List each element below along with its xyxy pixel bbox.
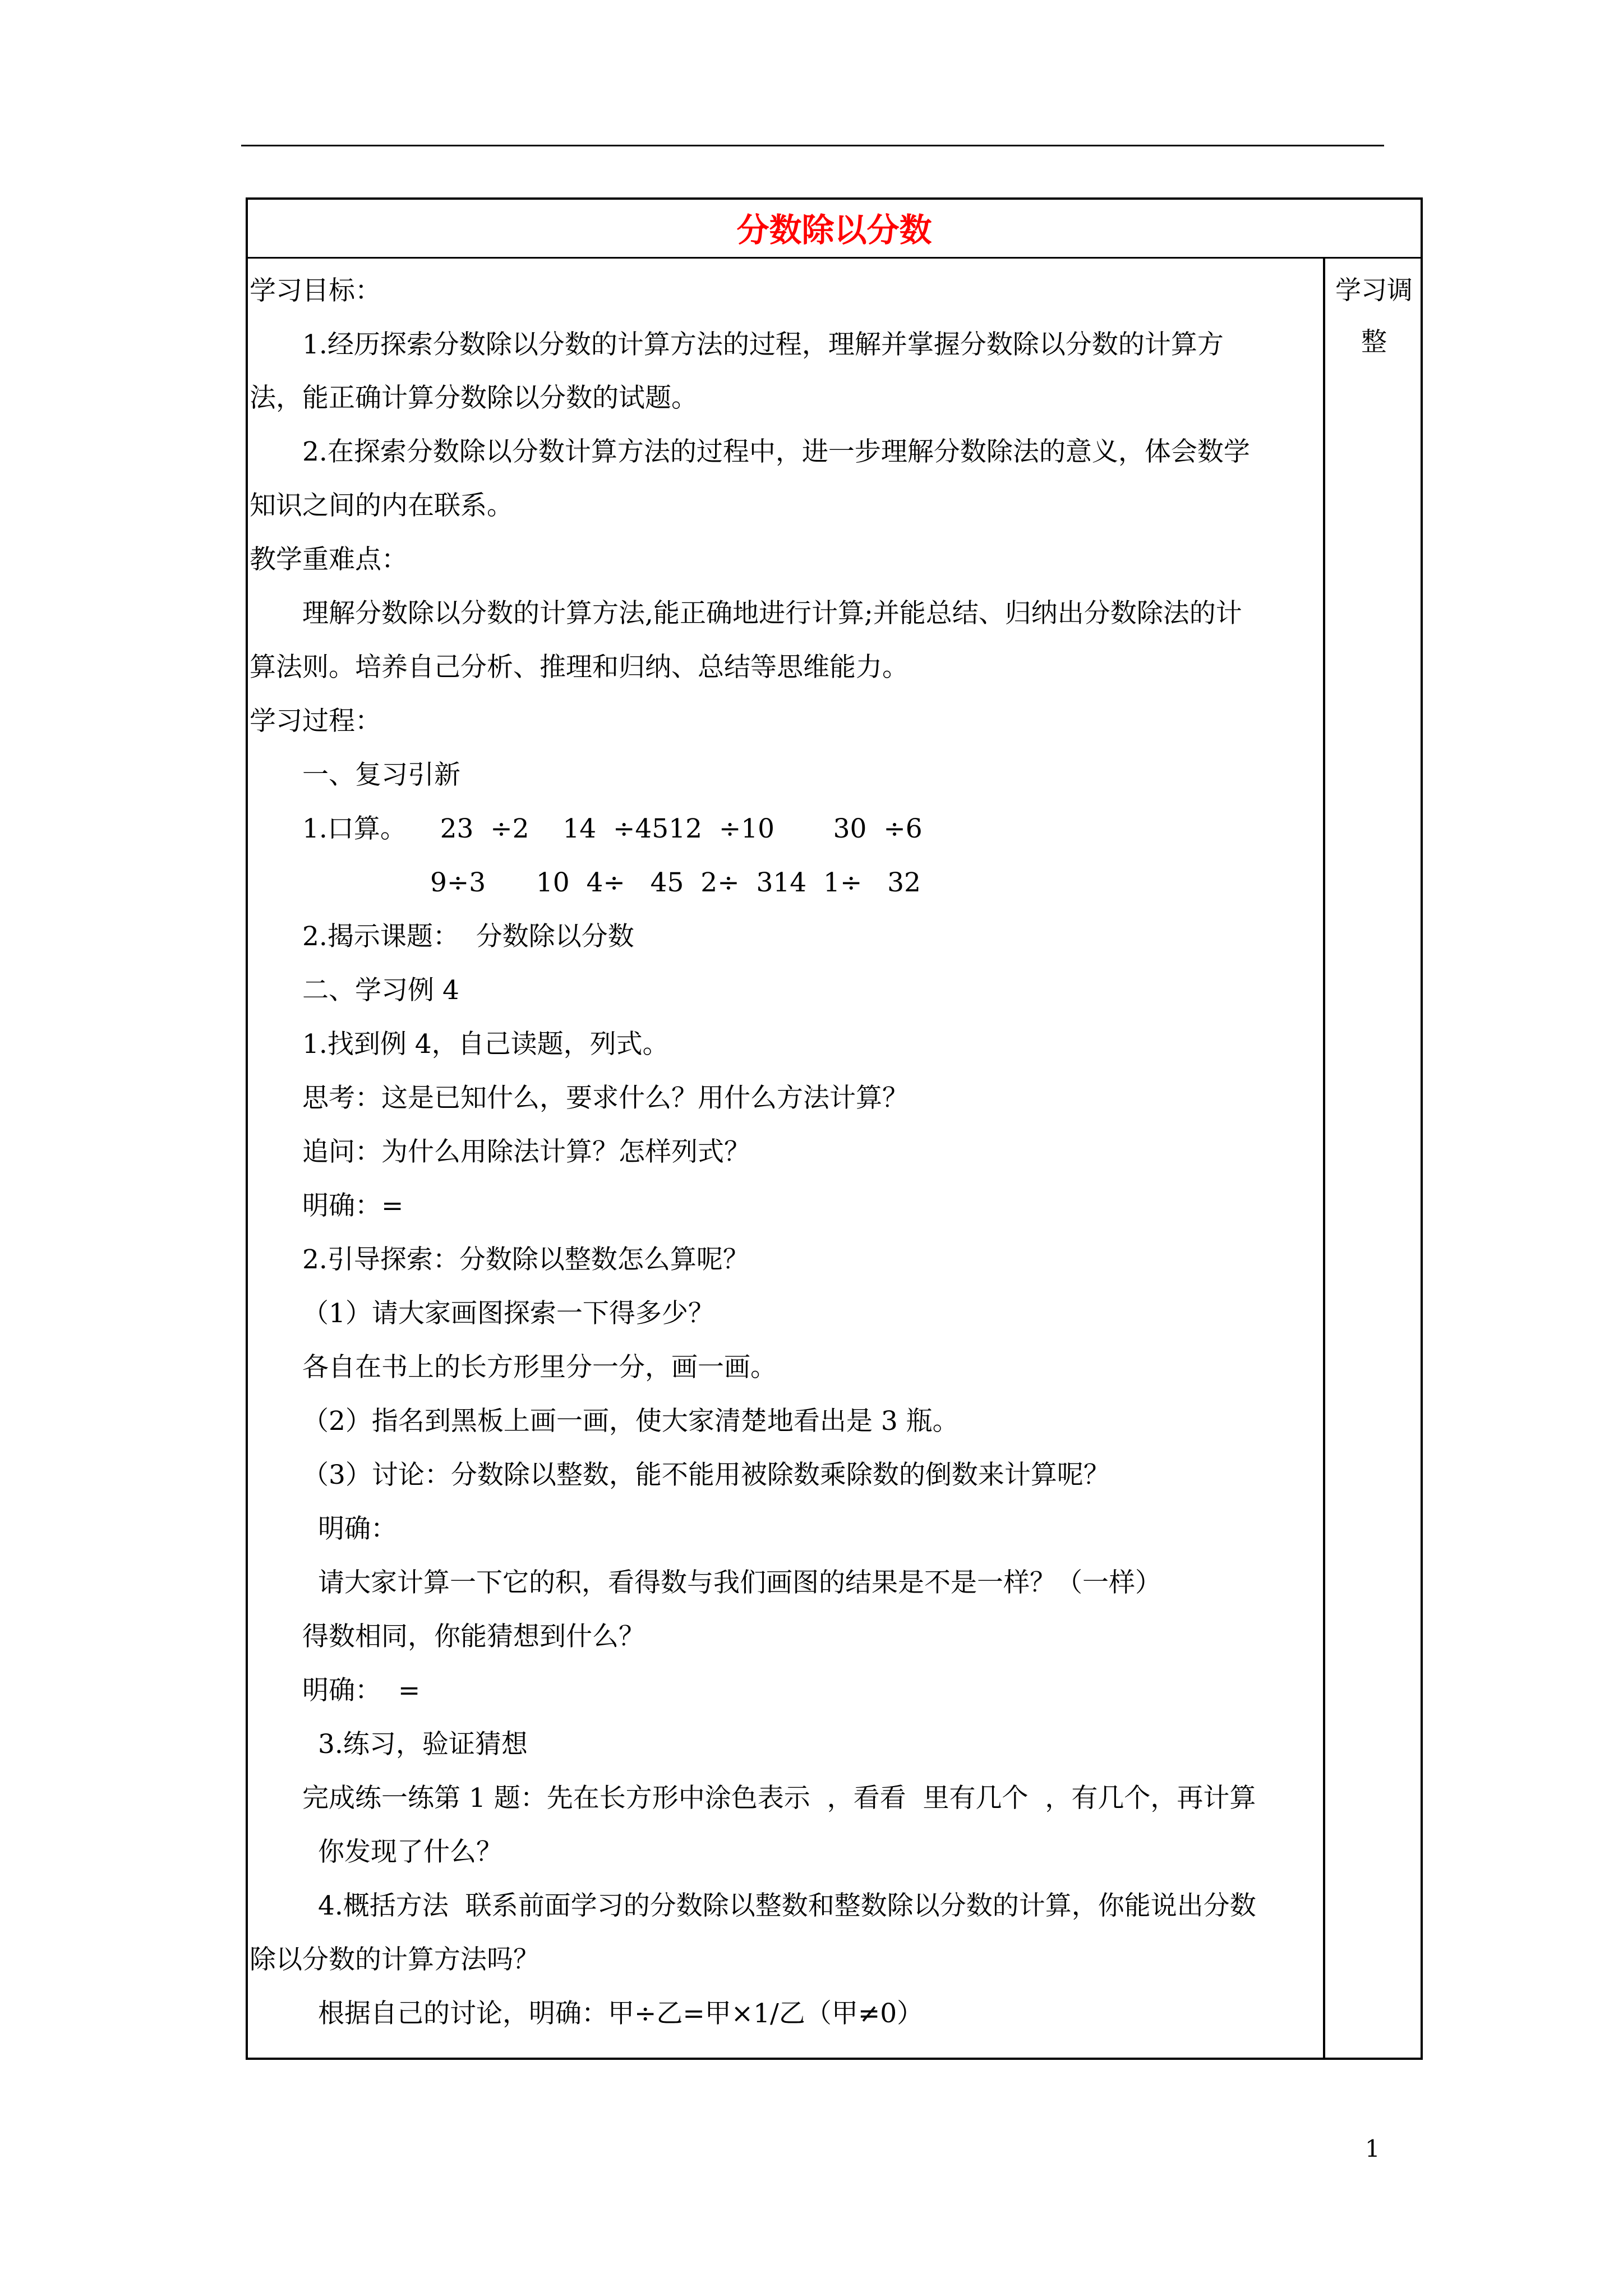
adjustment-label: 学习调整 bbox=[1335, 275, 1413, 357]
text-line: 完成练一练第 1 题：先在长方形中涂色表示 ，看看 里有几个 ，有几个，再计算 bbox=[302, 1783, 1256, 1814]
text-line: 根据自己的讨论，明确：甲÷乙=甲×1/乙（甲≠0） bbox=[318, 1998, 924, 2029]
section-heading-process: 学习过程： bbox=[250, 706, 381, 737]
text-line: （1）请大家画图探索一下得多少？ bbox=[302, 1298, 714, 1329]
adjustment-column bbox=[1323, 259, 1421, 2058]
text-line: 各自在书上的长方形里分一分，画一画。 bbox=[302, 1352, 777, 1383]
mental-math-row-2: 9÷3 10 4÷ 45 2÷ 314 1÷ 32 bbox=[430, 867, 921, 898]
text-line: 1.找到例 4，自己读题，列式。 bbox=[302, 1029, 669, 1060]
page-number: 1 bbox=[1365, 2135, 1380, 2162]
title-row bbox=[248, 200, 1421, 259]
text-line: 2.引导探索：分数除以整数怎么算呢？ bbox=[302, 1244, 749, 1275]
process-step-review: 一、复习引新 bbox=[302, 760, 460, 790]
key-points-line-2: 算法则。培养自己分析、推理和归纳、总结等思维能力。 bbox=[250, 652, 909, 683]
objective-2-line-2: 知识之间的内在联系。 bbox=[250, 490, 513, 521]
section-heading-objectives: 学习目标： bbox=[250, 275, 381, 306]
process-topic: 2.揭示课题： 分数除以分数 bbox=[302, 921, 634, 952]
text-line: （2）指名到黑板上画一画，使大家清楚地看出是 3 瓶。 bbox=[302, 1406, 959, 1437]
text-line: 除以分数的计算方法吗？ bbox=[250, 1944, 540, 1975]
text-line: 明确： bbox=[318, 1513, 397, 1544]
key-points-line-1: 理解分数除以分数的计算方法,能正确地进行计算;并能总结、归纳出分数除法的计 bbox=[302, 598, 1242, 629]
page-title: 分数除以分数 bbox=[736, 211, 932, 249]
mental-math-row-1: 1.口算。 23 ÷2 14 ÷4512 ÷10 30 ÷6 bbox=[302, 813, 923, 844]
text-line: （3）讨论：分数除以整数，能不能用被除数乘除数的倒数来计算呢？ bbox=[302, 1460, 1110, 1490]
lesson-table bbox=[246, 197, 1423, 2060]
text-line: 思考：这是已知什么，要求什么？用什么方法计算？ bbox=[302, 1083, 909, 1114]
text-line: 明确： = bbox=[302, 1675, 421, 1706]
text-line: 3.练习，验证猜想 bbox=[318, 1729, 528, 1760]
objective-1-line-2: 法，能正确计算分数除以分数的试题。 bbox=[250, 383, 698, 413]
process-step-example: 二、学习例 4 bbox=[302, 975, 459, 1006]
section-heading-key-points: 教学重难点： bbox=[250, 544, 408, 575]
text-line: 明确：= bbox=[302, 1190, 404, 1221]
text-line: 请大家计算一下它的积，看得数与我们画图的结果是不是一样？（一样） bbox=[318, 1567, 1161, 1598]
text-line: 得数相同，你能猜想到什么？ bbox=[302, 1621, 645, 1652]
objective-2-line-1: 2.在探索分数除以分数计算方法的过程中，进一步理解分数除法的意义，体会数学 bbox=[302, 436, 1250, 467]
objective-1-line-1: 1.经历探索分数除以分数的计算方法的过程，理解并掌握分数除以分数的计算方 bbox=[302, 329, 1224, 360]
text-line: 追问：为什么用除法计算？怎样列式？ bbox=[302, 1137, 750, 1167]
text-line: 你发现了什么？ bbox=[318, 1837, 502, 1867]
header-rule bbox=[241, 145, 1384, 146]
text-line: 4.概括方法 联系前面学习的分数除以整数和整数除以分数的计算，你能说出分数 bbox=[318, 1890, 1256, 1921]
